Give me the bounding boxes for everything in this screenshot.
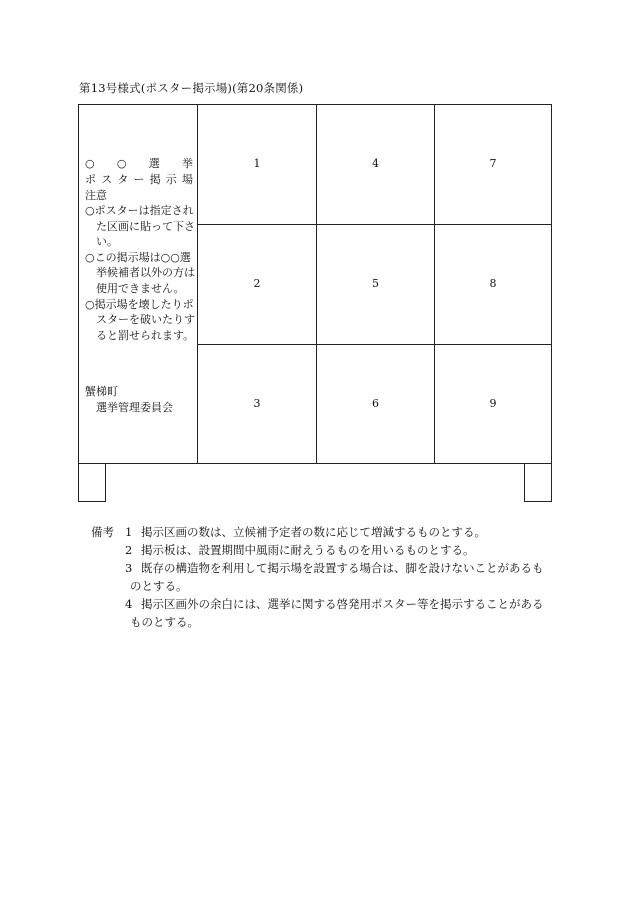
- heading-char: 掲: [149, 173, 161, 186]
- poster-slot: [435, 105, 551, 225]
- remark-number: 1: [125, 525, 133, 539]
- remarks-label: 備考: [91, 525, 114, 539]
- poster-slot: [317, 225, 435, 345]
- remark-number: 3: [125, 561, 133, 575]
- heading-char: 示: [165, 173, 177, 186]
- remark-text: [125, 595, 556, 613]
- heading-char: ス: [101, 173, 113, 186]
- remark-row: [91, 613, 556, 631]
- poster-slot: [198, 225, 317, 345]
- slot-number: 3: [253, 397, 261, 410]
- slot-number: 1: [253, 157, 261, 170]
- remark-text: [125, 541, 556, 559]
- remarks-section: [91, 523, 556, 631]
- poster-slot: [317, 105, 435, 225]
- remark-number: 4: [125, 597, 133, 611]
- remark-body: 既存の構造物を利用して掲示場を設置する場合は、脚を設けないことがあるも: [141, 561, 544, 575]
- poster-slot: [435, 225, 551, 345]
- issuer-town: 蟹梯町: [85, 385, 118, 398]
- heading-char: ポ: [85, 173, 96, 186]
- remark-number: 2: [125, 543, 133, 557]
- remark-body: 掲示板は、設置期間中風雨に耐えうるものを用いるものとする。: [141, 543, 475, 557]
- remark-continuation: ものとする。: [130, 615, 199, 629]
- board-leg-left: [78, 464, 106, 502]
- notice-heading-poster-board: [85, 172, 193, 188]
- remark-body: 掲示区画の数は、立候補予定者の数に応じて増減するものとする。: [141, 525, 486, 539]
- notice-item: ○ポスターは指定された区画に貼って下さい。: [85, 204, 195, 249]
- notice-panel: [79, 105, 198, 463]
- issuer-committee: 選挙管理委員会: [96, 400, 173, 414]
- remark-row: [91, 523, 556, 541]
- remark-row: [91, 577, 556, 595]
- heading-char: 場: [181, 173, 193, 186]
- slot-number: 2: [253, 277, 261, 290]
- board-leg-right: [524, 464, 552, 502]
- form-title: 第13号様式(ポスター掲示場)(第20条関係): [79, 81, 304, 95]
- notice-heading-caution: 注意: [85, 189, 107, 202]
- heading-char: ○: [116, 157, 127, 170]
- heading-char: 挙: [181, 157, 193, 170]
- slot-number: 5: [372, 277, 379, 290]
- slot-number: 7: [489, 157, 497, 170]
- slot-number: 9: [489, 397, 497, 410]
- poster-board: [78, 104, 552, 464]
- notice-item: ○この掲示場は○○選挙候補者以外の方は使用できません。: [85, 250, 195, 295]
- slot-number: 8: [489, 277, 497, 290]
- remark-row: [91, 595, 556, 613]
- poster-slot: [317, 345, 435, 463]
- heading-char: 選: [148, 157, 160, 170]
- heading-char: タ: [117, 173, 129, 186]
- heading-char: ○: [85, 157, 95, 170]
- remark-text: [125, 559, 556, 577]
- remark-row: [91, 559, 556, 577]
- heading-char: ー: [133, 173, 145, 186]
- slot-number: 4: [372, 157, 379, 170]
- notice-item: ○掲示場を壊したりポスターを破いたりすると罰せられます。: [85, 297, 195, 342]
- poster-grid: [198, 105, 551, 463]
- poster-slot: [198, 105, 317, 225]
- slot-number: 6: [372, 397, 379, 410]
- remark-text: [125, 523, 556, 541]
- remark-continuation: のとする。: [130, 579, 188, 593]
- remark-body: 掲示区画外の余白には、選挙に関する啓発用ポスター等を掲示することがある: [141, 597, 544, 611]
- issuer: [85, 384, 173, 415]
- notice-items: [85, 203, 195, 343]
- poster-slot: [435, 345, 551, 463]
- notice-heading-election: [85, 156, 193, 172]
- remark-row: [91, 541, 556, 559]
- poster-slot: [198, 345, 317, 463]
